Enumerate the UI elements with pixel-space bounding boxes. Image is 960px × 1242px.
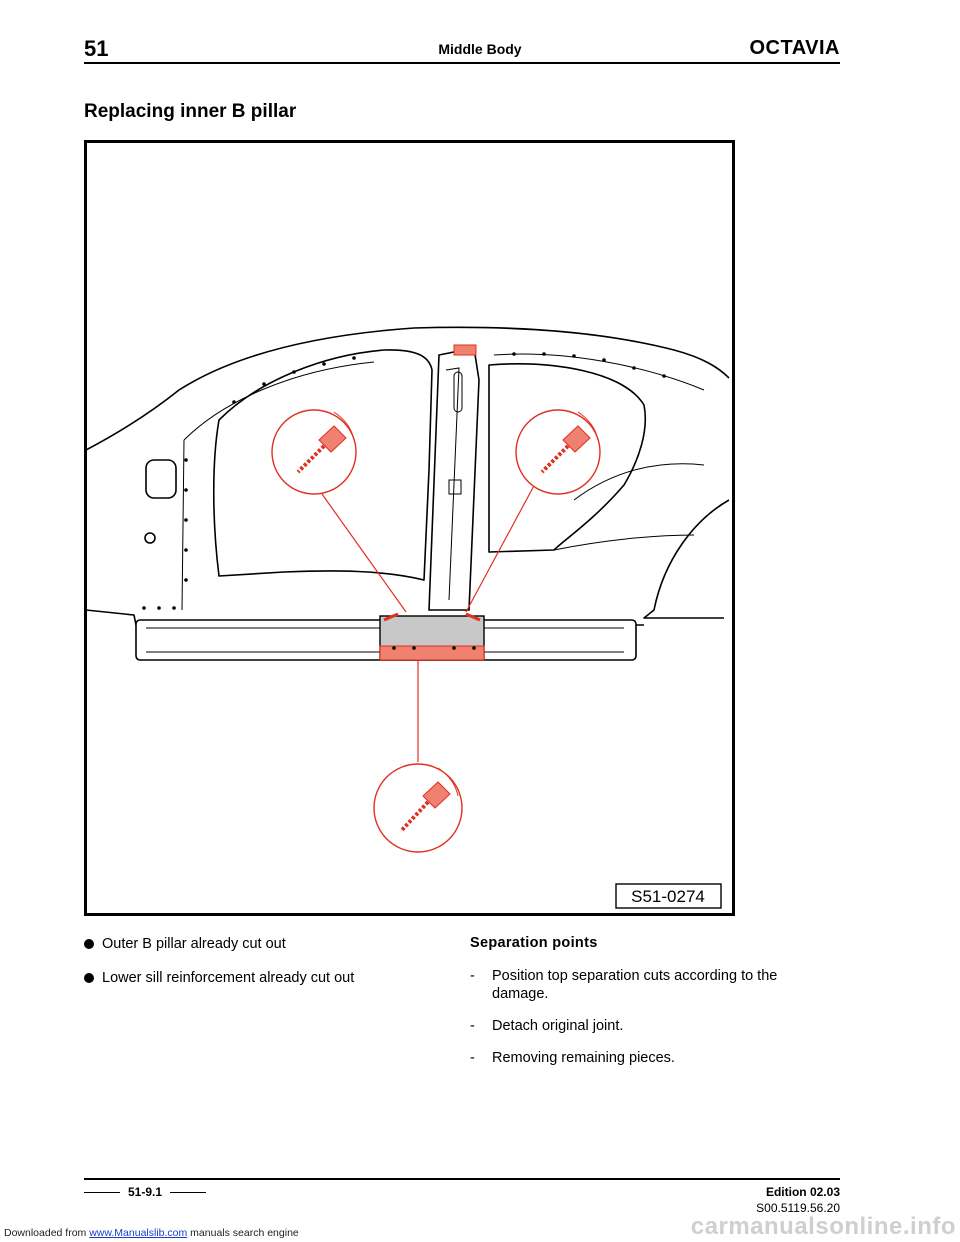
watermark: carmanualsonline.info [690, 1213, 956, 1240]
brand-name: OCTAVIA [749, 37, 840, 59]
header-rule [84, 62, 840, 64]
page-section-number: 51 [84, 36, 109, 61]
footer-page-number: 51-9.1 [84, 1185, 206, 1199]
edition: Edition 02.03 [765, 1185, 840, 1199]
top-separation-highlight [454, 345, 476, 355]
list-item: Lower sill reinforcement already cut out [84, 969, 444, 987]
separation-heading: Separation points [470, 935, 598, 951]
bullet-icon [84, 973, 94, 983]
list-item: Outer B pillar already cut out [84, 935, 444, 953]
list-item: - Detach original joint. [470, 1018, 624, 1034]
callout-bottom [374, 764, 462, 852]
separation-points [470, 935, 790, 1081]
manualslib-link[interactable]: www.Manualslib.com [89, 1227, 188, 1239]
bullet-icon [84, 939, 94, 949]
document-code: S00.5119.56.20 [756, 1201, 840, 1215]
list-item: - Position top separation cuts according to the damage. [470, 968, 778, 1002]
prerequisites-list [84, 935, 444, 1003]
callout-top-right [516, 410, 600, 494]
list-item: - Removing remaining pieces. [470, 1050, 675, 1066]
footer-rule [84, 1178, 840, 1180]
b-pillar-figure [84, 140, 735, 916]
b-pillar-diagram [84, 140, 735, 916]
download-note: Downloaded from www.Manualslib.com manuals search engine [4, 1227, 299, 1239]
figure-label: S51-0274 [631, 887, 705, 906]
callout-top-left [272, 410, 356, 494]
page-title: Replacing inner B pillar [84, 101, 297, 122]
section-title: Middle Body [438, 41, 522, 57]
